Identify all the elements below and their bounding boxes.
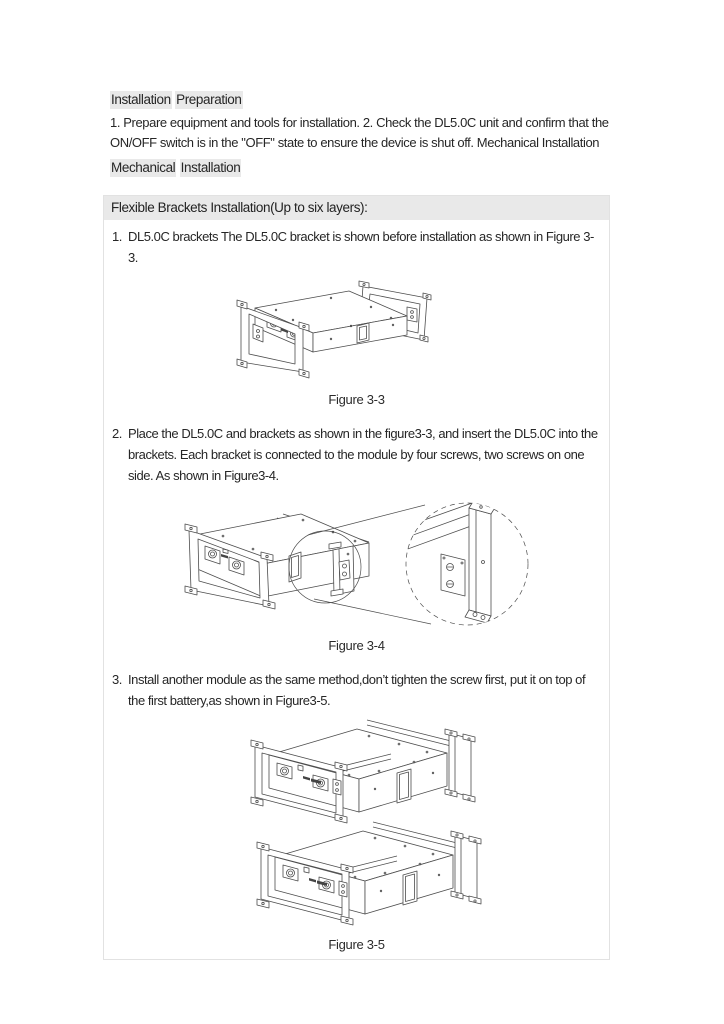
step-3 xyxy=(112,669,601,711)
heading-word: Installation xyxy=(180,160,241,175)
step-number: 3. xyxy=(112,672,122,687)
figure-3-5 xyxy=(104,719,609,953)
figure-3-4 xyxy=(104,494,609,654)
installation-section-box xyxy=(103,195,610,960)
step-1 xyxy=(112,226,601,268)
step-number: 1. xyxy=(112,229,122,244)
step-text: Install another module as the same method,don’t tighten the screw first, put it on top of the first battery,as shown in Figure3-5. xyxy=(128,672,586,708)
figure-3-3-drawing xyxy=(231,276,483,382)
figure-3-5-drawing xyxy=(229,719,485,927)
figure-3-3 xyxy=(104,276,609,408)
heading-word: Installation xyxy=(111,92,171,107)
section-header-bar: Flexible Brackets Installation(Up to six layers): xyxy=(104,196,609,220)
figure-3-5-caption: Figure 3-5 xyxy=(328,937,385,952)
intro-paragraph: 1. Prepare equipment and tools for installation. 2. Check the DL5.0C unit and confirm that the ON/OFF switch is in the "OFF" state to ensure the device is shut off. Mechanical Installation xyxy=(110,115,609,150)
figure-3-4-drawing xyxy=(173,494,541,628)
heading-word: Mechanical xyxy=(111,160,176,175)
step-text: Place the DL5.0C and brackets as shown in the figure3-3, and insert the DL5.0C into the brackets. Each bracket is connected to the module by four screws, two screws on one side. As shown in Figure3-4. xyxy=(128,426,598,483)
step-number: 2. xyxy=(112,426,122,441)
heading-mechanical-installation xyxy=(110,159,622,176)
figure-3-4-caption: Figure 3-4 xyxy=(328,638,385,653)
heading-word: Preparation xyxy=(176,92,242,107)
step-2 xyxy=(112,423,601,486)
step-text: DL5.0C brackets The DL5.0C bracket is shown before installation as shown in Figure 3-3. xyxy=(128,229,594,265)
intro-block xyxy=(110,91,622,176)
figure-3-3-caption: Figure 3-3 xyxy=(328,392,385,407)
heading-installation-preparation xyxy=(110,91,622,108)
